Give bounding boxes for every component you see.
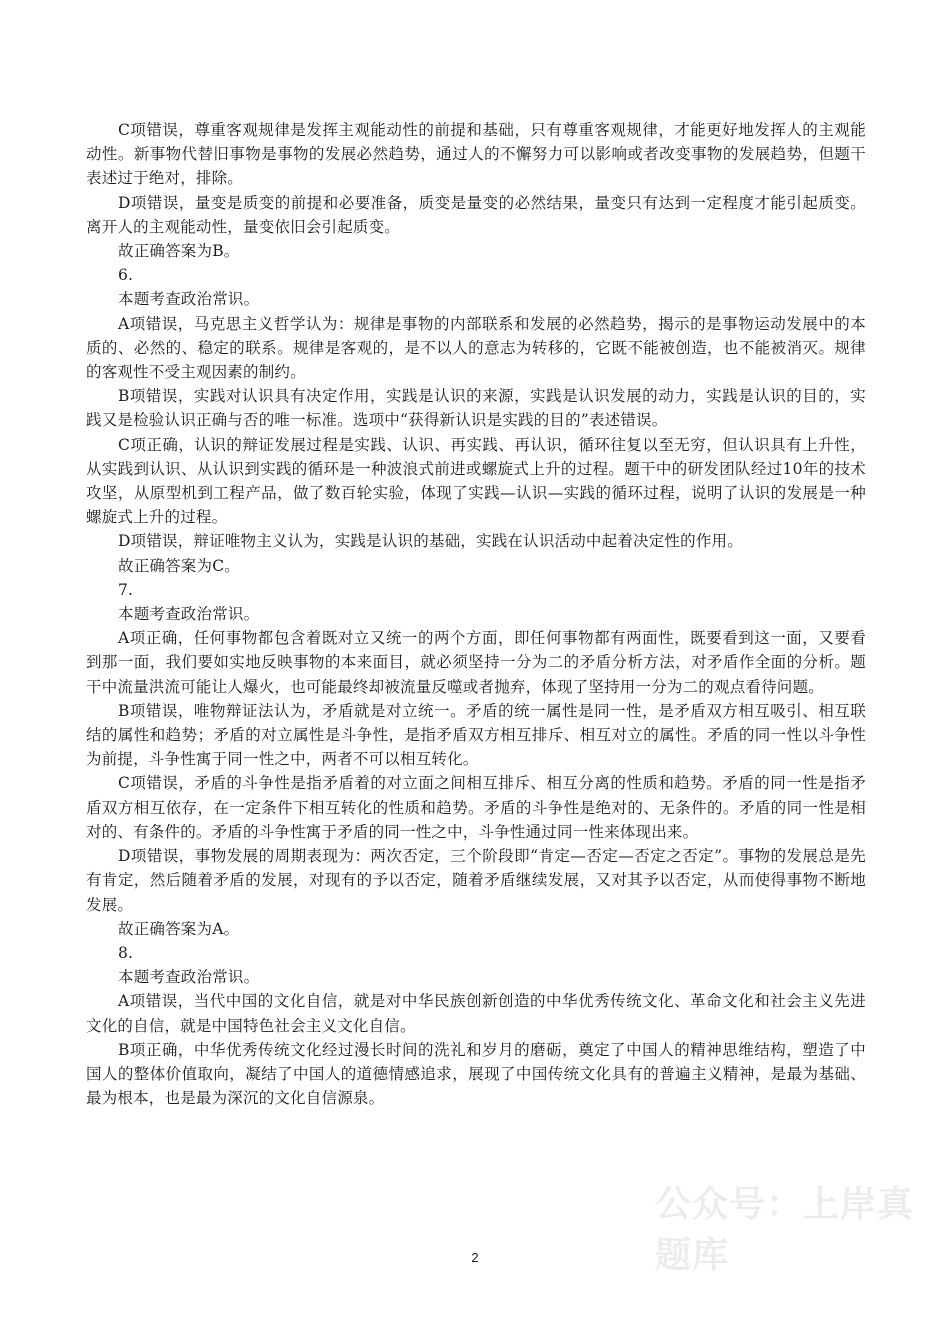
paragraph: D项错误，辩证唯物主义认为，实践是认识的基础，实践在认识活动中起着决定性的作用。 <box>118 532 743 551</box>
paragraph: C项错误，尊重客观规律是发挥主观能动性的前提和基础，只有尊重客观规律，才能更好地发挥人的主观能动性。新事物代替旧事物是事物的发展必然趋势，通过人的不懈努力可以影响或者改变事物的发展趋势，但题干表述过于绝对，排除。 <box>86 121 866 188</box>
paragraph: B项错误，实践对认识具有决定作用，实践是认识的来源，实践是认识发展的动力，实践是认识的目的，实践又是检验认识正确与否的唯一标准。选项中“获得新认识是实践的目的”表述错误。 <box>86 387 866 430</box>
paragraph: A项错误，马克思主义哲学认为：规律是事物的内部联系和发展的必然趋势，揭示的是事物运动发展中的本质的、必然的、稳定的联系。规律是客观的，是不以人的意志为转移的，它既不能被创造，也不能被消灭。规律的客观性不受主观因素的制约。 <box>86 314 866 382</box>
question-number: 6. <box>118 266 134 285</box>
paragraph: A项错误，当代中国的文化自信，就是对中华民族创新创造的中华优秀传统文化、革命文化和社会主义先进文化的自信，就是中国特色社会主义文化自信。 <box>86 992 866 1035</box>
answer-line: 故正确答案为A。 <box>118 919 240 938</box>
paragraph: C项错误，矛盾的斗争性是指矛盾着的对立面之间相互排斥、相互分离的性质和趋势。矛盾的同一性是指矛盾双方相互依存，在一定条件下相互转化的性质和趋势。矛盾的斗争性是绝对的、无条件的。矛盾的同一性是相对的、有条件的。矛盾的斗争性寓于矛盾的同一性之中，斗争性通过同一性来体现出来。 <box>86 774 866 841</box>
question-number: 7. <box>118 580 134 599</box>
answer-line: 故正确答案为C。 <box>118 556 240 575</box>
topic-line: 本题考查政治常识。 <box>118 290 260 309</box>
document-body <box>86 118 866 1110</box>
question-number: 8. <box>118 943 134 962</box>
paragraph: C项正确，认识的辩证发展过程是实践、认识、再实践、再认识，循环往复以至无穷，但认识具有上升性，从实践到认识、从认识到实践的循环是一种波浪式前进或螺旋式上升的过程。题干中的研发团队经过10年的技术攻坚，从原型机到工程产品，做了数百轮实验，体现了实践—认识—实践的循环过程，说明了认识的发展是一种螺旋式上升的过程。 <box>86 435 866 527</box>
paragraph: B项错误，唯物辩证法认为，矛盾就是对立统一。矛盾的统一属性是同一性，是矛盾双方相互吸引、相互联结的属性和趋势；矛盾的对立属性是斗争性，是指矛盾双方相互排斥、相互对立的属性。矛盾的同一性以斗争性为前提，斗争性寓于同一性之中，两者不可以相互转化。 <box>86 701 866 769</box>
watermark: 公众号：上岸真题库 <box>655 1184 915 1276</box>
topic-line: 本题考查政治常识。 <box>118 968 260 987</box>
paragraph: A项正确，任何事物都包含着既对立又统一的两个方面，即任何事物都有两面性，既要看到这一面，又要看到那一面，我们要如实地反映事物的本来面目，就必须坚持一分为二的矛盾分析方法，对矛盾作全面的分析。题干中流量洪流可能让人爆火，也可能最终却被流量反噬或者抛弃，体现了坚持用一分为二的观点看待问题。 <box>86 629 866 696</box>
topic-line: 本题考查政治常识。 <box>118 605 260 624</box>
paragraph: D项错误，事物发展的周期表现为：两次否定，三个阶段即“肯定—否定—否定之否定”。事物的发展总是先有肯定，然后随着矛盾的发展，对现有的予以否定，随着矛盾继续发展，又对其予以否定，从而使得事物不断地发展。 <box>86 847 866 914</box>
page-number: 2 <box>471 1250 479 1265</box>
paragraph: B项正确，中华优秀传统文化经过漫长时间的洗礼和岁月的磨砺，奠定了中国人的精神思维结构，塑造了中国人的整体价值取向，凝结了中国人的道德情感追求，展现了中国传统文化具有的普遍主义精神，是最为基础、最为根本，也是最为深沉的文化自信源泉。 <box>86 1040 866 1108</box>
answer-line: 故正确答案为B。 <box>118 242 240 261</box>
paragraph: D项错误，量变是质变的前提和必要准备，质变是量变的必然结果，量变只有达到一定程度才能引起质变。离开人的主观能动性，量变依旧会引起质变。 <box>86 193 866 236</box>
